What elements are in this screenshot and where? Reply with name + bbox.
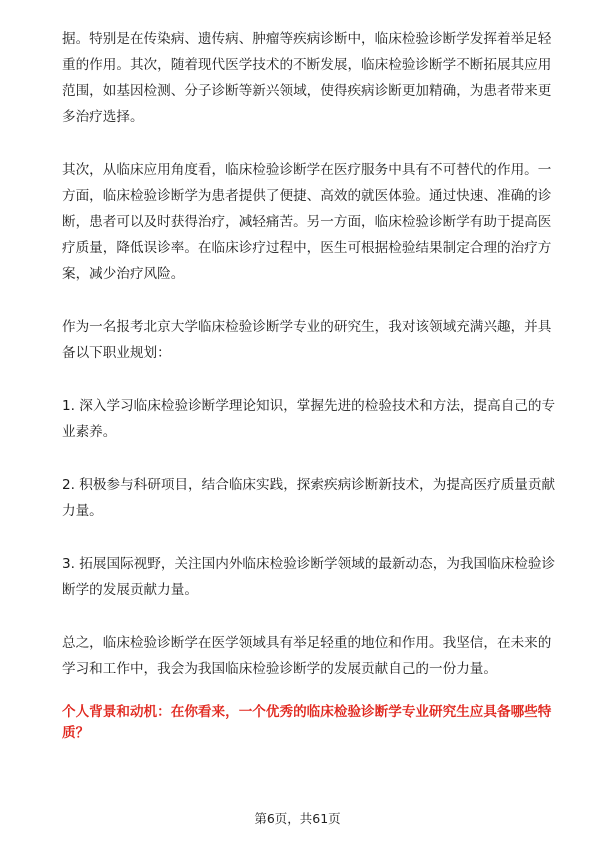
paragraph-conclusion: 总之，临床检验诊断学在医学领域具有举足轻重的地位和作用。我坚信，在未来的 学习和工作中，我会为我国临床检验诊断学的发展贡献自己的一份力量。 bbox=[62, 635, 552, 677]
paragraph-clinical-application: 其次，从临床应用角度看，临床检验诊断学在医疗服务中具有不可替代的作用。一 方面，临床检验诊断学为患者提供了便捷、高效的就医体验。通过快速、准确的诊 断，患者可以及时获得治疗，减轻痛苦。另一方面，临床检验诊断学有助于提高医 疗质量，降低误诊率。在临床诊疗过程中，医生可根据检验结果制定合理的治疗方 案，减少治疗风险。 bbox=[62, 162, 552, 282]
document-body bbox=[62, 26, 582, 744]
page-number-footer: 第6页，共61页 bbox=[254, 811, 341, 826]
question-heading: 个人背景和动机：在你看来，一个优秀的临床检验诊断学专业研究生应具备哪些特 质？ bbox=[62, 704, 552, 741]
plan-item-3: 3. 拓展国际视野，关注国内外临床检验诊断学领域的最新动态，为我国临床检验诊 断学的发展贡献力量。 bbox=[62, 556, 556, 598]
paragraph-gap bbox=[62, 287, 582, 314]
question-gap bbox=[62, 682, 582, 702]
paragraph-gap bbox=[62, 366, 582, 393]
paragraph-gap bbox=[62, 130, 582, 157]
paragraph-importance: 据。特别是在传染病、遗传病、肿瘤等疾病诊断中，临床检验诊断学发挥着举足轻 重的作用。其次，随着现代医学技术的不断发展，临床检验诊断学不断拓展其应用 范围，如基因检测、分子诊断等新兴领域，使得疾病诊断更加精确，为患者带来更 多治疗选择。 bbox=[62, 31, 552, 125]
paragraph-career-intro: 作为一名报考北京大学临床检验诊断学专业的研究生，我对该领域充满兴趣，并具 备以下职业规划： bbox=[62, 319, 552, 361]
paragraph-gap bbox=[62, 445, 582, 472]
paragraph-gap bbox=[62, 603, 582, 630]
plan-item-1: 1. 深入学习临床检验诊断学理论知识，掌握先进的检验技术和方法，提高自己的专 业素养。 bbox=[62, 398, 556, 440]
paragraph-gap bbox=[62, 524, 582, 551]
plan-item-2: 2. 积极参与科研项目，结合临床实践，探索疾病诊断新技术，为提高医疗质量贡献 力量。 bbox=[62, 477, 556, 519]
